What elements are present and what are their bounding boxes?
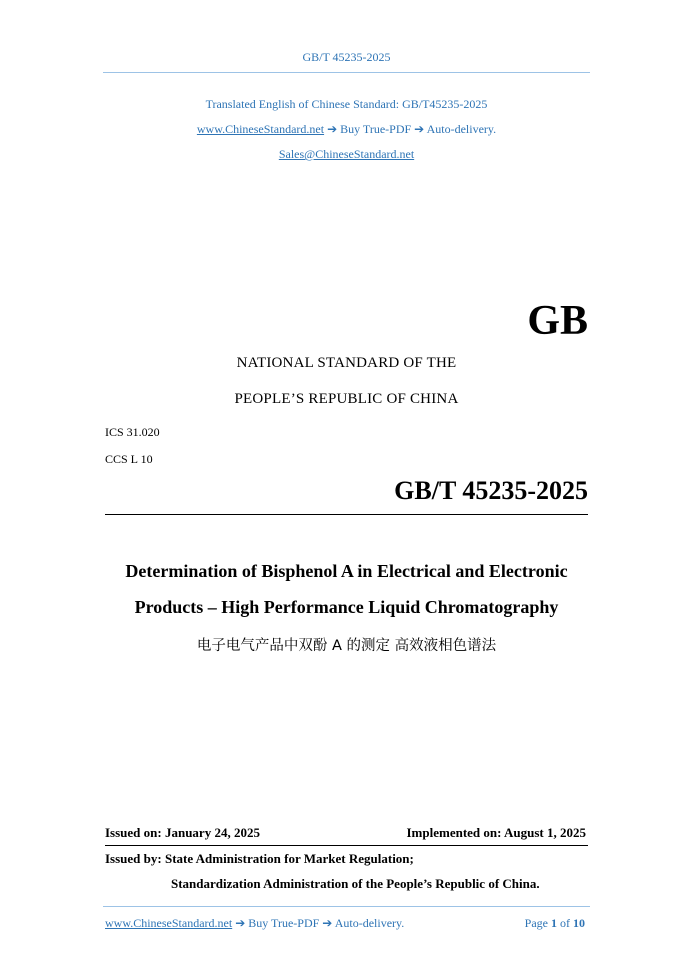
buy-pdf-text: Buy True-PDF (340, 122, 412, 136)
sales-email-link[interactable]: Sales@ChineseStandard.net (278, 147, 415, 161)
arrow-icon: ➔ (414, 122, 425, 136)
header-rule (103, 72, 590, 73)
title-line1: Determination of Bisphenol A in Electrical and Electronic (125, 561, 568, 581)
title-line2: Products – High Performance Liquid Chromatography (134, 597, 559, 617)
page-total: 10 (573, 916, 585, 930)
translation-notice: Translated English of Chinese Standard: GB/T45235-2025 (205, 97, 488, 111)
website-link[interactable]: www.ChineseStandard.net (196, 122, 325, 136)
standard-number-rule (105, 514, 588, 515)
page-of: of (560, 916, 570, 930)
page-current: 1 (551, 916, 557, 930)
arrow-icon: ➔ (235, 916, 246, 930)
footer-auto-delivery-text: Auto-delivery. (334, 916, 405, 930)
auto-delivery-text: Auto-delivery. (426, 122, 497, 136)
issued-by-line2: Standardization Administration of the People’s Republic of China. (171, 876, 540, 891)
footer-website-link[interactable]: www.ChineseStandard.net (105, 916, 233, 930)
national-standard-line1: NATIONAL STANDARD OF THE (236, 355, 457, 371)
chinese-title: 电子电气产品中双酚 A 的测定 高效液相色谱法 (196, 638, 497, 654)
page-label: Page (524, 916, 548, 930)
arrow-icon: ➔ (327, 122, 338, 136)
footer-links (105, 916, 404, 931)
footer-buy-pdf-text: Buy True-PDF (248, 916, 320, 930)
page-indicator (525, 916, 585, 931)
ccs-code: CCS L 10 (105, 452, 153, 466)
issued-by-line1: Issued by: State Administration for Market Regulation; (105, 851, 414, 866)
issued-on: Issued on: January 24, 2025 (105, 825, 260, 840)
arrow-icon: ➔ (322, 916, 333, 930)
translation-links (0, 122, 693, 137)
national-standard-line2: PEOPLE’S REPUBLIC OF CHINA (234, 391, 459, 407)
ics-code: ICS 31.020 (105, 425, 160, 439)
implemented-on: Implemented on: August 1, 2025 (406, 825, 586, 840)
header-standard-code: GB/T 45235-2025 (302, 50, 391, 64)
issue-rule (105, 845, 588, 846)
footer-rule (103, 906, 590, 907)
standard-number: GB/T 45235-2025 (394, 476, 588, 505)
gb-mark: GB (527, 298, 588, 344)
